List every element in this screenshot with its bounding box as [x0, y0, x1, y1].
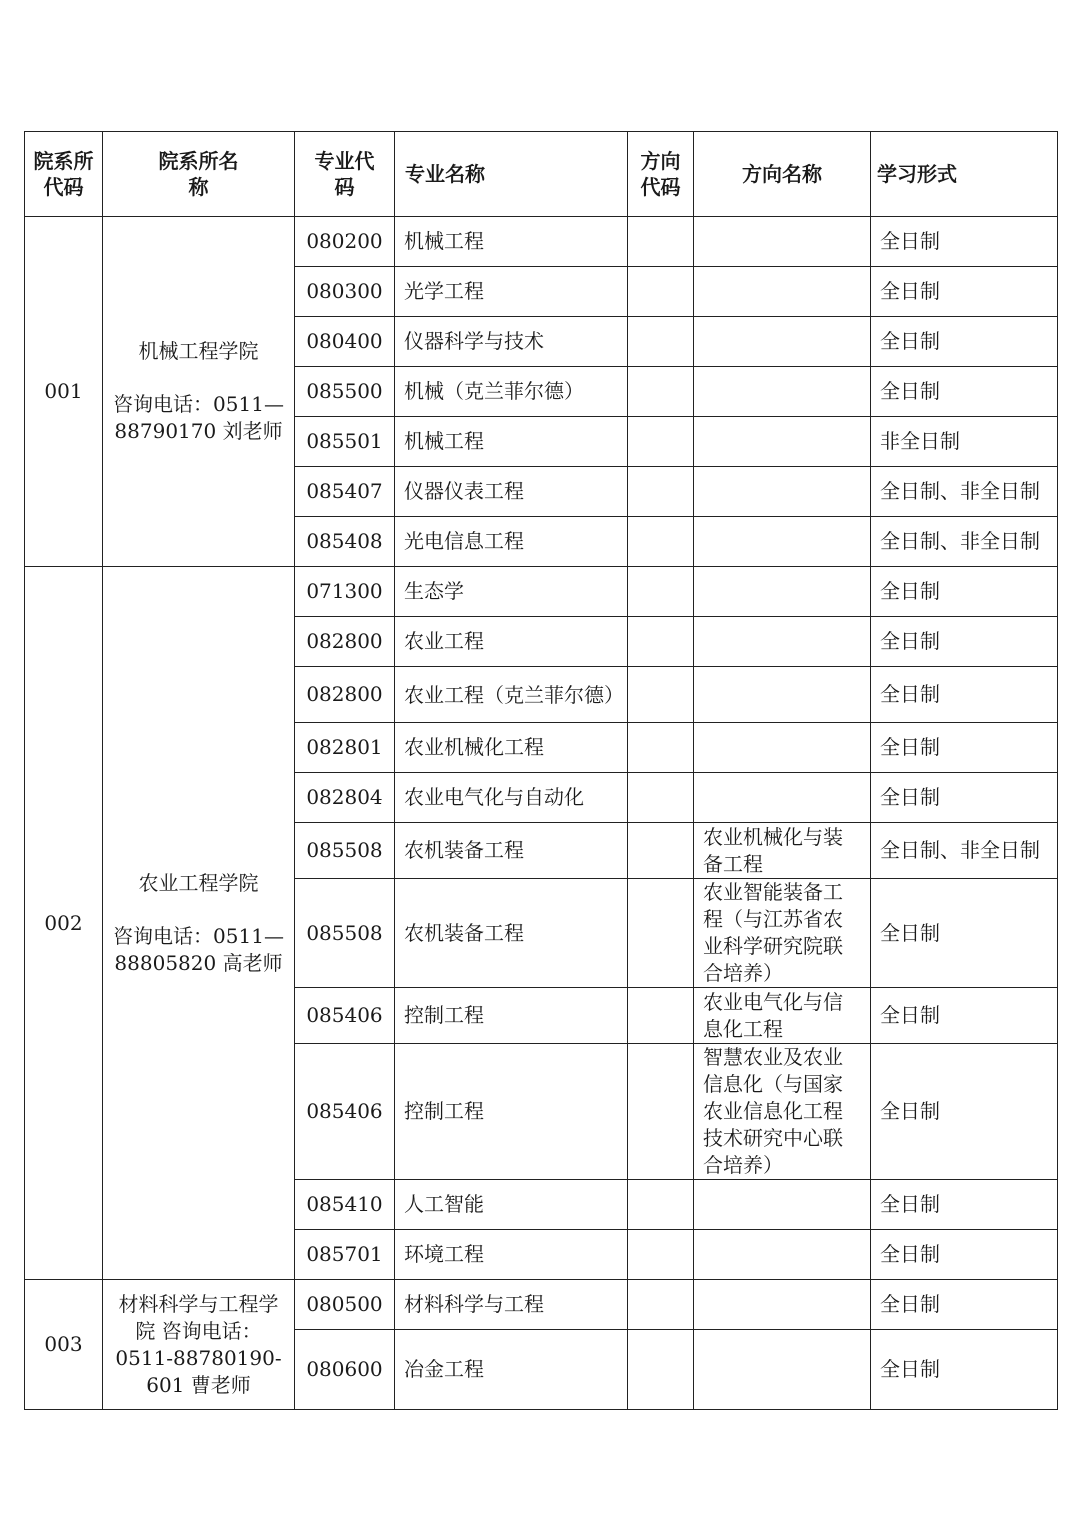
- header-major-name: 专业名称: [395, 132, 628, 217]
- major-code: 080600: [295, 1330, 395, 1410]
- study-mode: 全日制、非全日制: [871, 823, 1058, 879]
- direction-code: [628, 567, 694, 617]
- direction-code: [628, 723, 694, 773]
- major-code: 082804: [295, 773, 395, 823]
- major-code: 085500: [295, 367, 395, 417]
- major-code: 085701: [295, 1230, 395, 1280]
- major-code: 085501: [295, 417, 395, 467]
- header-study-mode: 学习形式: [871, 132, 1058, 217]
- study-mode: 全日制: [871, 267, 1058, 317]
- direction-name: [694, 417, 871, 467]
- direction-name: [694, 1330, 871, 1410]
- major-code: 085508: [295, 823, 395, 879]
- major-code: 085408: [295, 517, 395, 567]
- major-name: 人工智能: [395, 1180, 628, 1230]
- direction-code: [628, 1280, 694, 1330]
- study-mode: 全日制: [871, 723, 1058, 773]
- table-row: [25, 567, 1058, 617]
- study-mode: 全日制: [871, 1180, 1058, 1230]
- direction-name: [694, 217, 871, 267]
- direction-code: [628, 823, 694, 879]
- major-code: 080300: [295, 267, 395, 317]
- dept-name: 机械工程学院: [138, 339, 259, 363]
- direction-name: 农业电气化与信息化工程: [694, 988, 871, 1044]
- dept-code: 002: [25, 567, 103, 1280]
- dept-contact: 咨询电话：0511-88780190-601 曹老师: [115, 1318, 282, 1397]
- major-name: 冶金工程: [395, 1330, 628, 1410]
- direction-name: 智慧农业及农业信息化（与国家农业信息化工程技术研究中心联合培养）: [694, 1044, 871, 1180]
- direction-name: [694, 1280, 871, 1330]
- major-code: 085406: [295, 1044, 395, 1180]
- direction-name: [694, 1230, 871, 1280]
- major-name: 农业工程: [395, 617, 628, 667]
- direction-code: [628, 317, 694, 367]
- header-row: [25, 132, 1058, 217]
- study-mode: 全日制: [871, 217, 1058, 267]
- major-name: 光学工程: [395, 267, 628, 317]
- direction-name: [694, 367, 871, 417]
- major-name: 机械（克兰菲尔德）: [395, 367, 628, 417]
- header-dept-code: 院系所代码: [25, 132, 103, 217]
- direction-code: [628, 217, 694, 267]
- major-code: 080400: [295, 317, 395, 367]
- direction-name: [694, 773, 871, 823]
- study-mode: 全日制: [871, 1280, 1058, 1330]
- direction-code: [628, 988, 694, 1044]
- dept-contact: 咨询电话：0511—88790170 刘老师: [113, 392, 284, 443]
- major-name: 农业机械化工程: [395, 723, 628, 773]
- header-major-code: 专业代码: [295, 132, 395, 217]
- study-mode: 全日制: [871, 879, 1058, 988]
- direction-code: [628, 517, 694, 567]
- major-code: 085407: [295, 467, 395, 517]
- direction-name: 农业智能装备工程（与江苏省农业科学研究院联合培养）: [694, 879, 871, 988]
- major-name: 农业工程（克兰菲尔德）: [395, 667, 628, 723]
- direction-name: [694, 267, 871, 317]
- table-row: [25, 217, 1058, 267]
- direction-name: [694, 517, 871, 567]
- direction-name: 农业机械化与装备工程: [694, 823, 871, 879]
- header-direction-code: 方向代码: [628, 132, 694, 217]
- major-code: 082800: [295, 617, 395, 667]
- major-name: 仪器仪表工程: [395, 467, 628, 517]
- major-code: 085508: [295, 879, 395, 988]
- study-mode: 全日制: [871, 617, 1058, 667]
- study-mode: 全日制: [871, 667, 1058, 723]
- major-name: 控制工程: [395, 1044, 628, 1180]
- direction-code: [628, 1330, 694, 1410]
- study-mode: 全日制: [871, 367, 1058, 417]
- major-code: 071300: [295, 567, 395, 617]
- major-name: 机械工程: [395, 217, 628, 267]
- study-mode: 全日制、非全日制: [871, 517, 1058, 567]
- direction-name: [694, 1180, 871, 1230]
- major-name: 农机装备工程: [395, 879, 628, 988]
- major-code: 085406: [295, 988, 395, 1044]
- dept-code: 001: [25, 217, 103, 567]
- major-code: 082800: [295, 667, 395, 723]
- program-table: [24, 131, 1058, 1410]
- major-code: 085410: [295, 1180, 395, 1230]
- study-mode: 全日制: [871, 317, 1058, 367]
- major-code: 080500: [295, 1280, 395, 1330]
- major-name: 生态学: [395, 567, 628, 617]
- major-name: 控制工程: [395, 988, 628, 1044]
- direction-code: [628, 417, 694, 467]
- major-name: 农业电气化与自动化: [395, 773, 628, 823]
- direction-code: [628, 367, 694, 417]
- major-name: 材料科学与工程: [395, 1280, 628, 1330]
- header-direction-name: 方向名称: [694, 132, 871, 217]
- study-mode: 全日制: [871, 567, 1058, 617]
- dept-contact: 咨询电话：0511—88805820 高老师: [113, 923, 284, 975]
- direction-name: [694, 667, 871, 723]
- dept-name-cell: [103, 567, 295, 1280]
- direction-code: [628, 617, 694, 667]
- study-mode: 非全日制: [871, 417, 1058, 467]
- study-mode: 全日制: [871, 773, 1058, 823]
- dept-name: 材料科学与工程学院: [118, 1291, 279, 1343]
- study-mode: 全日制: [871, 1330, 1058, 1410]
- direction-name: [694, 467, 871, 517]
- direction-name: [694, 567, 871, 617]
- dept-code: 003: [25, 1280, 103, 1410]
- dept-name: 农业工程学院: [138, 870, 259, 895]
- table-row: [25, 1280, 1058, 1330]
- major-name: 环境工程: [395, 1230, 628, 1280]
- direction-name: [694, 723, 871, 773]
- major-code: 080200: [295, 217, 395, 267]
- direction-code: [628, 667, 694, 723]
- direction-name: [694, 617, 871, 667]
- study-mode: 全日制: [871, 1230, 1058, 1280]
- header-dept-name: 院系所名称: [103, 132, 295, 217]
- direction-code: [628, 267, 694, 317]
- major-name: 农机装备工程: [395, 823, 628, 879]
- direction-code: [628, 467, 694, 517]
- major-code: 082801: [295, 723, 395, 773]
- direction-code: [628, 1230, 694, 1280]
- direction-code: [628, 773, 694, 823]
- study-mode: 全日制: [871, 988, 1058, 1044]
- dept-name-cell: [103, 1280, 295, 1410]
- major-name: 仪器科学与技术: [395, 317, 628, 367]
- study-mode: 全日制、非全日制: [871, 467, 1058, 517]
- direction-code: [628, 1044, 694, 1180]
- direction-code: [628, 879, 694, 988]
- major-name: 光电信息工程: [395, 517, 628, 567]
- direction-name: [694, 317, 871, 367]
- study-mode: 全日制: [871, 1044, 1058, 1180]
- direction-code: [628, 1180, 694, 1230]
- major-name: 机械工程: [395, 417, 628, 467]
- dept-name-cell: [103, 217, 295, 567]
